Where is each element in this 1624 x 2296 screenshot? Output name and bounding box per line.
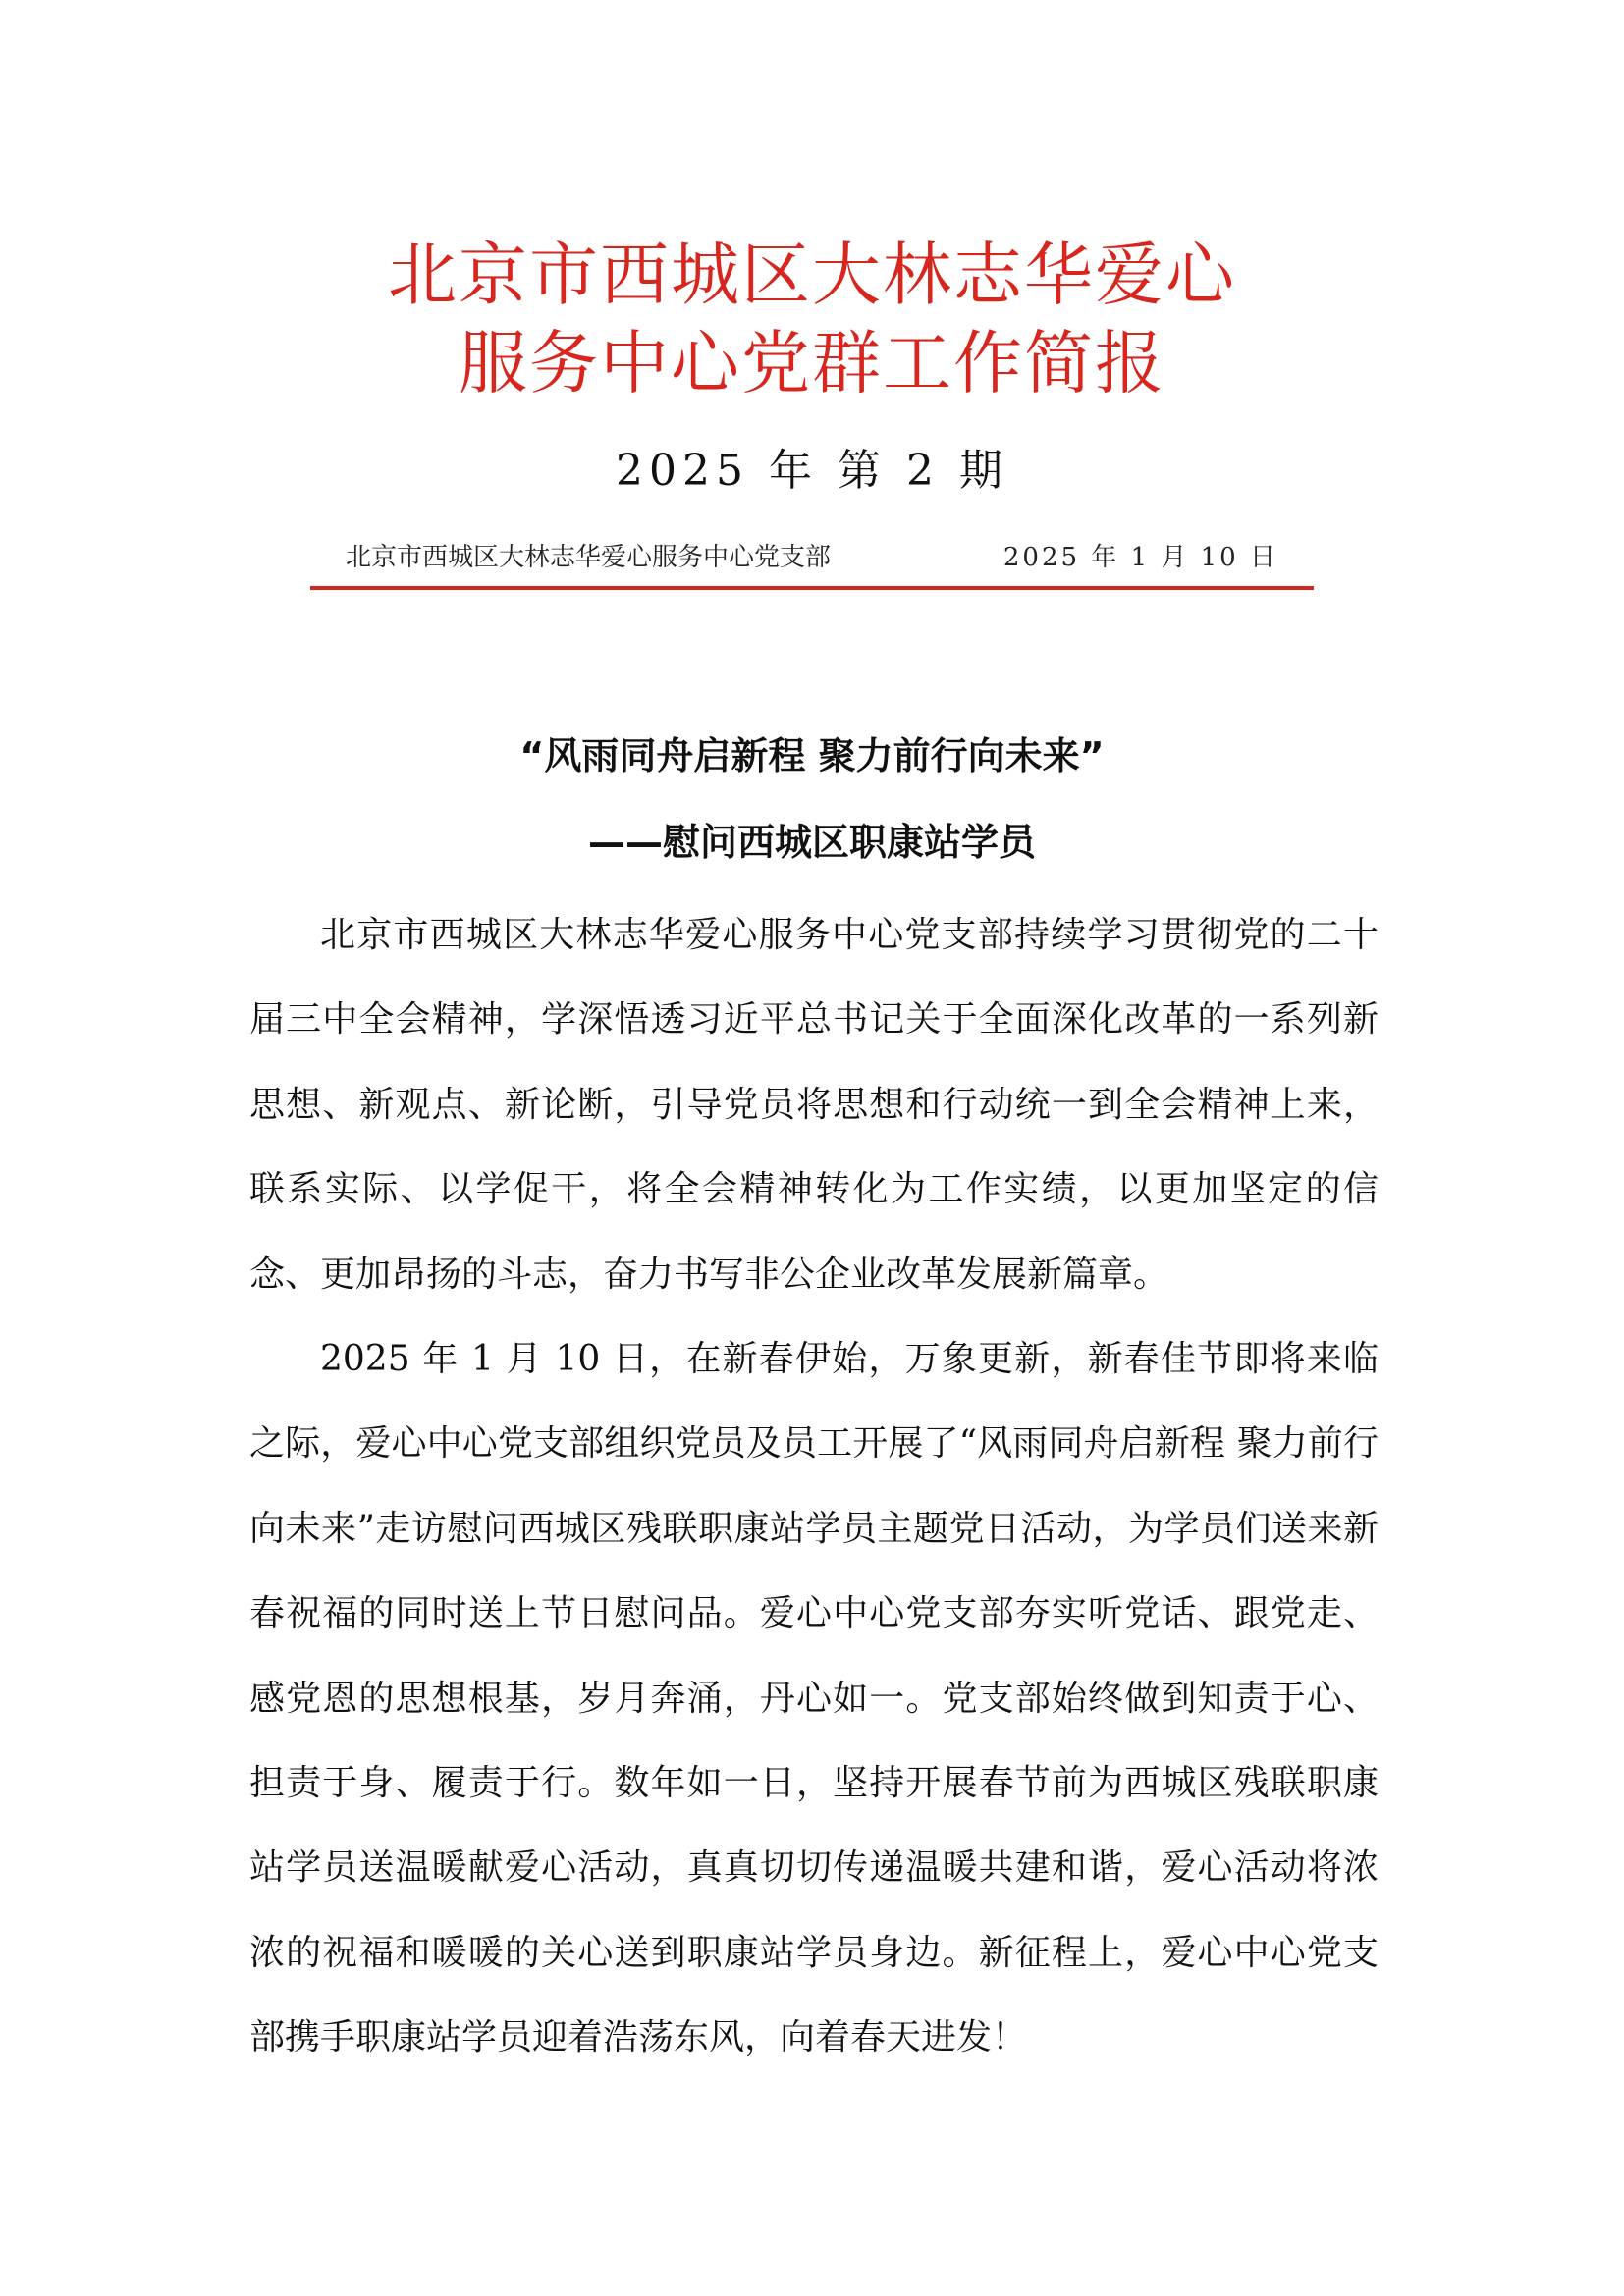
issue-number: 2025 年 第 2 期 xyxy=(616,446,1008,496)
red-divider-line xyxy=(310,586,1314,590)
article-body xyxy=(249,893,1379,2081)
issue-date: 2025 年 1 月 10 日 xyxy=(1002,543,1278,572)
article-paragraph: 2025 年 1 月 10 日，在新春伊始，万象更新，新春佳节即将来临之际，爱心中心党支部组织党员及员工开展了“风雨同舟启新程 聚力前行向未来”走访慰问西城区残联职康站学员主题党日活动，为学员们送来新春祝福的同时送上节日慰问品。爱心中心党支部夯实听党话、跟党走、感党恩的思想根基，岁月奔涌，丹心如一。党支部始终做到知责于心、担责于身、履责于行。数年如一日，坚持开展春节前为西城区残联职康站学员送温暖献爱心活动，真真切切传递温暖共建和谐，爱心活动将浓浓的祝福和暖暖的关心送到职康站学员身边。新征程上，爱心中心党支部携手职康站学员迎着浩荡东风，向着春天进发！ xyxy=(249,1339,1379,2058)
article-subtitle: ——慰问西城区职康站学员 xyxy=(587,821,1036,864)
article-title: “风雨同舟启新程 聚力前行向未来” xyxy=(519,734,1105,777)
article-paragraph: 北京市西城区大林志华爱心服务中心党支部持续学习贯彻党的二十届三中全会精神，学深悟透习近平总书记关于全面深化改革的一系列新思想、新观点、新论断，引导党员将思想和行动统一到全会精神上来，联系实际、以学促干，将全会精神转化为工作实绩，以更加坚定的信念、更加昂扬的斗志，奋力书写非公企业改革发展新篇章。 xyxy=(249,915,1379,1295)
issuer-row xyxy=(346,538,1288,577)
masthead-title-line-2: 服务中心党群工作简报 xyxy=(459,323,1165,403)
masthead-title-line-1: 北京市西城区大林志华爱心 xyxy=(388,235,1236,315)
issuer-name: 北京市西城区大林志华爱心服务中心党支部 xyxy=(346,543,832,572)
